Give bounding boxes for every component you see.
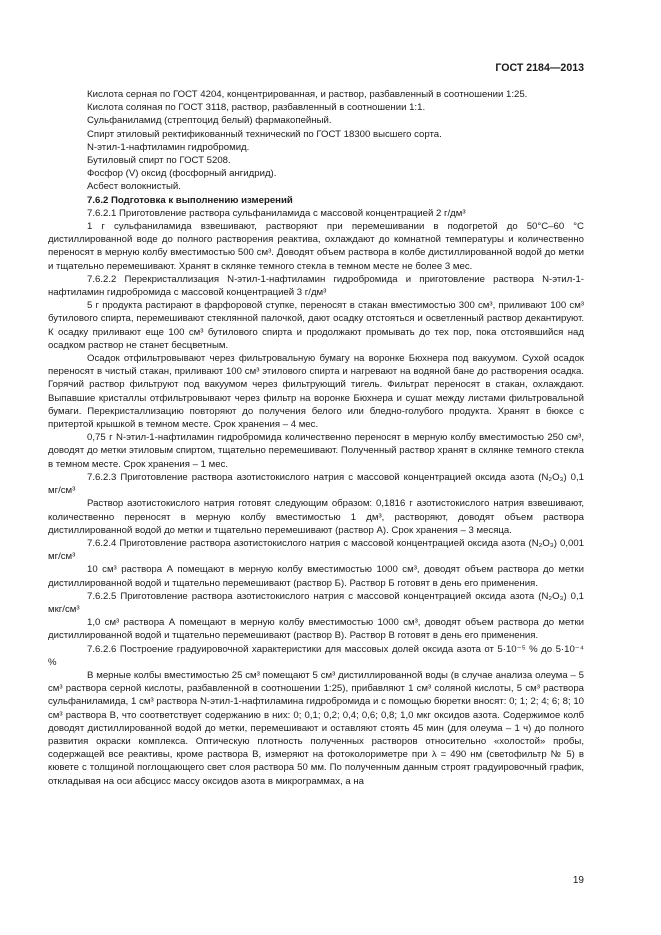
paragraph: В мерные колбы вместимостью 25 см³ помещают 5 см³ дистиллированной воды (в случае анализа олеума – 5 см³ раствора серной кислоты, разбавленной в соотношении 1:25), прибавляют 1 см³ соляной кислоты, 5 см³ раствора сульфаниламида, 1 см³ раствора N-этил-1-нафтиламина гидробромида и с помощью бюретки вносят: 0; 1; 2; 4; 6; 8; 10 см³ раствора В, что соответствует содержанию в них: 0; 0,1; 0,2; 0,4; 0,6; 0,8; 1,0 мкг оксидов азота. Содержимое колб доводят дистиллированной водой до метки, перемешивают и оставляют стоять 45 мин (для олеума – 1 ч) до полного развития окраски комплекса. Оптическую плотность полученных растворов относительно «холостой» пробы, содержащей все реактивы, кроме раствора В, измеряют на фотоколориметре при λ = 490 нм (светофильтр № 5) в кювете с толщиной поглощающего свет слоя раствора 50 мм. По полученным данным строят градуировочный график, откладывая на оси абсцисс массу оксидов азота в микрограммах, а на: [48, 669, 584, 787]
reagent-item: Асбест волокнистый.: [87, 181, 181, 193]
subsection-title: 7.6.2.3 Приготовление раствора азотистокислого натрия с массовой концентрацией оксида азота (N₂O₃) 0,1 мг/см³: [48, 471, 584, 497]
reagent-item: Спирт этиловый ректификованный технический по ГОСТ 18300 высшего сорта.: [87, 128, 442, 140]
reagent-item: Бутиловый спирт по ГОСТ 5208.: [87, 155, 231, 167]
subsection-title: 7.6.2.6 Построение градуировочной характеристики для массовых долей оксида азота от 5·10⁻⁵ % до 5·10⁻⁴ %: [48, 643, 584, 668]
paragraph: 10 см³ раствора А помещают в мерную колбу вместимостью 1000 см³, доводят объем раствора до метки дистиллированной водой и тщательно перемешивают (раствор Б). Раствор Б готовят в день его применения.: [48, 564, 584, 589]
document-body: [48, 88, 584, 788]
subsection-title: 7.6.2.5 Приготовление раствора азотистокислого натрия с массовой концентрацией оксида азота (N₂O₃) 0,1 мкг/см³: [48, 590, 584, 615]
page-number: 19: [572, 875, 584, 886]
reagent-item: Сульфаниламид (стрептоцид белый) фармакопейный.: [87, 115, 332, 127]
reagent-item: Кислота соляная по ГОСТ 3118, раствор, разбавленный в соотношении 1:1.: [87, 102, 426, 114]
reagent-item: N-этил-1-нафтиламин гидробромид.: [87, 141, 250, 153]
subsection-title: 7.6.2.4 Приготовление раствора азотистокислого натрия с массовой концентрацией оксида азота (N₂O₃) 0,001 мг/см³: [48, 537, 584, 563]
paragraph: Раствор азотистокислого натрия готовят следующим образом: 0,1816 г азотистокислого натрия взвешивают, количественно переносят в мерную колбу вместимостью 1 дм³, растворяют, доводят объем раствора дистиллированной водой до метки и тщательно перемешивают (раствор А). Срок хранения – 3 месяца.: [48, 498, 584, 536]
paragraph: 5 г продукта растирают в фарфоровой ступке, переносят в стакан вместимостью 300 см³, приливают 100 см³ бутилового спирта, перемешивают стеклянной палочкой, дают осадку отстояться и осветленный раствор декантируют. К осадку приливают еще 100 см³ бутилового спирта и продолжают промывать до тех пор, пока отстоявшийся над осадком раствор не станет бесцветным.: [48, 300, 584, 351]
paragraph: 1,0 см³ раствора А помещают в мерную колбу вместимостью 1000 см³, доводят объем раствора до метки дистиллированной водой и тщательно перемешивают (раствор В). Раствор В готовят в день его применения.: [48, 617, 584, 642]
subsection-title: 7.6.2.2 Перекристаллизация N-этил-1-нафтиламин гидробромида и приготовление раствора N-этил-1-нафтиламин гидробромида с массовой концентрацией 3 г/дм³: [48, 273, 584, 299]
reagent-item: Кислота серная по ГОСТ 4204, концентрированная, и раствор, разбавленный в соотношении 1:25.: [87, 89, 528, 100]
paragraph: Осадок отфильтровывают через фильтровальную бумагу на воронке Бюхнера под вакуумом. Сухой осадок переносят в чистый стакан, приливают 100 см³ этилового спирта и нагревают на водяной бане до растворения осадка. Горячий раствор фильтруют под вакуумом через фильтрующий тигель. Фильтрат переносят в стакан, охлаждают. Выпавшие кристаллы отфильтровывают через фильтр на воронке Бюхнера и сушат между листами фильтровальной бумаги. Перекристаллизацию повторяют до получения белого или бледно-голубого продукта. Хранят в бюксе с притертой крышкой в темном месте. Срок хранения – 4 мес.: [48, 353, 584, 431]
section-heading: 7.6.2 Подготовка к выполнению измерений: [87, 194, 293, 206]
paragraph: 1 г сульфаниламида взвешивают, растворяют при перемешивании в подогретой до 50°С–60 °С дистиллированной воде до полного растворения реактива, охлаждают до комнатной температуры и количественно переносят в мерную колбу вместимостью 500 см³. Доводят объем раствора в колбе дистиллированной водой до метки и тщательно перемешивают. Хранят в склянке темного стекла в темном месте не более 3 мес.: [48, 221, 584, 272]
document-header: ГОСТ 2184—2013: [495, 62, 584, 74]
subsection-title: 7.6.2.1 Приготовление раствора сульфаниламида с массовой концентрацией 2 г/дм³: [87, 207, 466, 219]
paragraph: 0,75 г N-этил-1-нафтиламин гидробромида количественно переносят в мерную колбу вместимостью 250 см³, доводят до метки этиловым спиртом, тщательно перемешивают. Полученный раствор хранят в склянке темного стекла в темном месте. Срок хранения – 1 мес.: [48, 432, 584, 470]
reagent-item: Фосфор (V) оксид (фосфорный ангидрид).: [87, 168, 277, 180]
